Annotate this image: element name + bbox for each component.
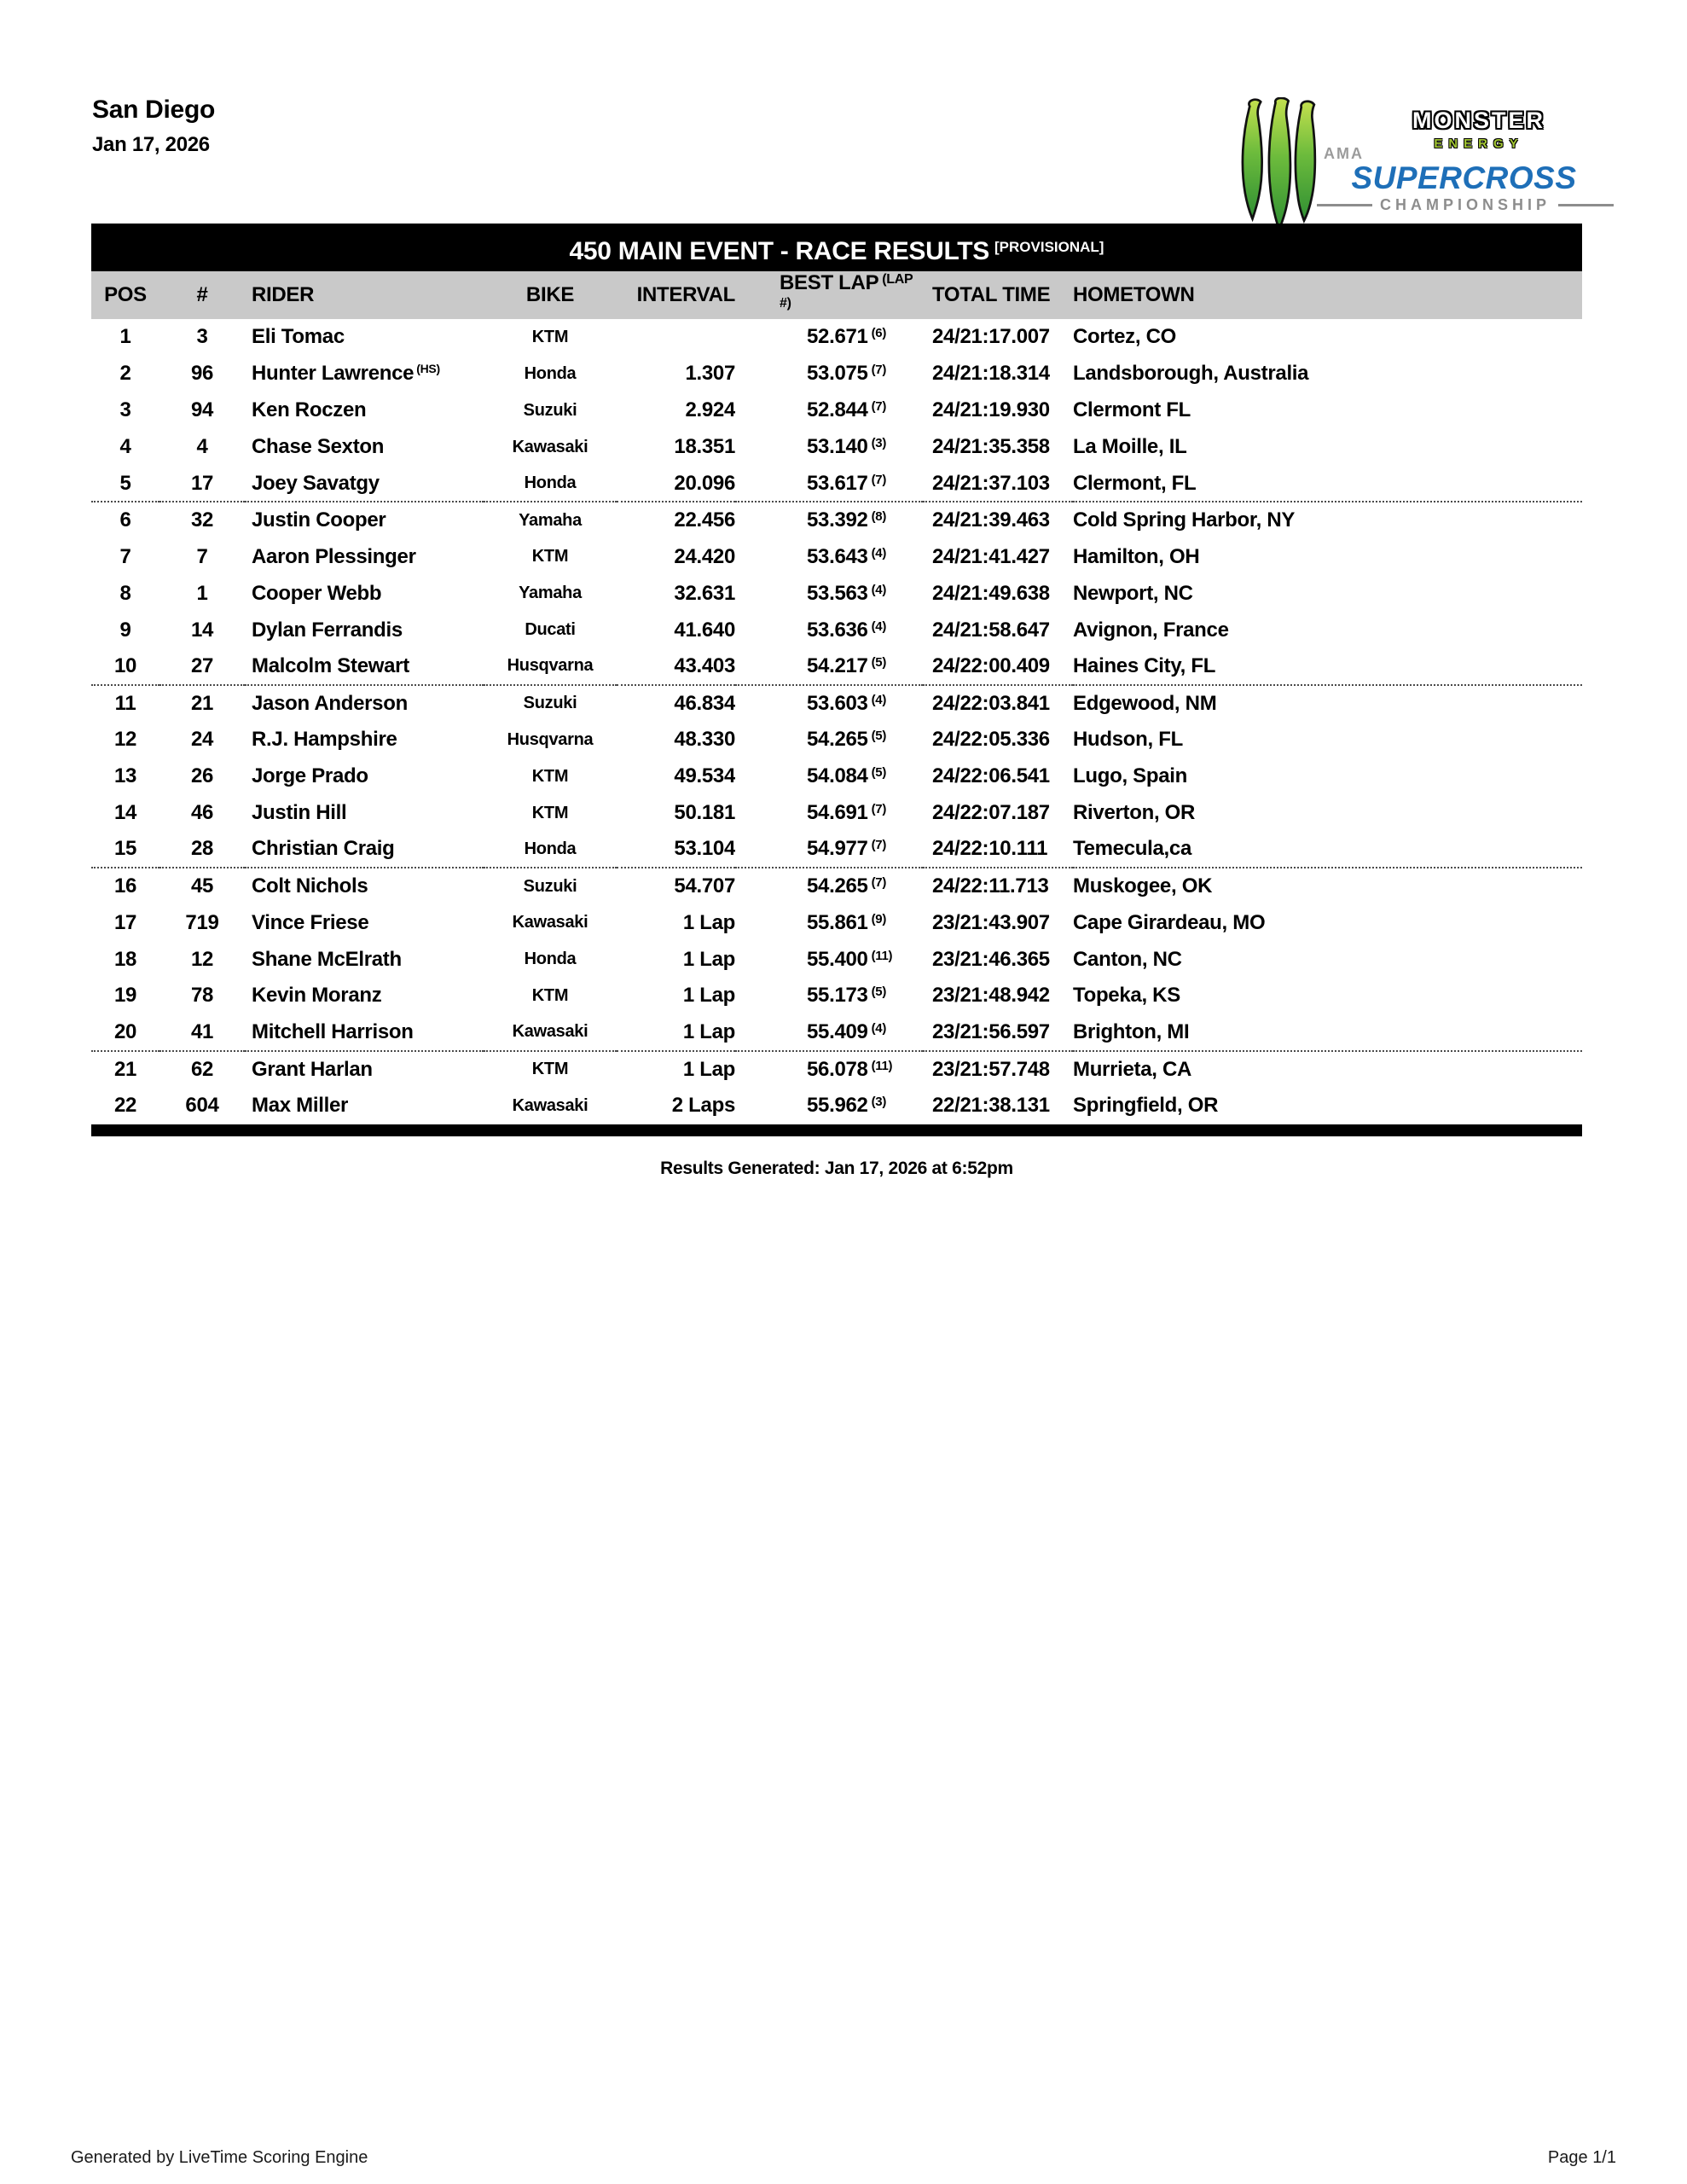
bike-cell: Ducati — [525, 620, 576, 640]
event-header — [92, 96, 215, 157]
best-lap-cell: 53.075 $^{(7)}$ — [807, 362, 887, 386]
rider-number-cell: 96 — [190, 362, 214, 386]
rider-name-cell: Colt Nichols — [252, 874, 368, 898]
best-lap-lap-number: (8) — [871, 509, 887, 525]
header-number: # — [159, 271, 245, 319]
total-time-cell: 24/21:37.103 — [923, 466, 1073, 502]
bike-cell: Kawasaki — [512, 1095, 588, 1115]
results-title-bar — [91, 224, 1582, 271]
best-lap-cell: 54.691 $^{(7)}$ — [807, 801, 887, 825]
event-date: Jan 17, 2026 — [92, 133, 210, 156]
rider-number-cell: 24 — [190, 728, 214, 752]
best-lap-lap-number: (4) — [871, 545, 887, 561]
table-row — [91, 429, 1582, 466]
rider-name-cell: Max Miller — [252, 1094, 349, 1118]
rider-number-cell: 26 — [190, 764, 214, 788]
pos-cell: 1 — [119, 325, 131, 349]
rider-number-cell: 4 — [196, 435, 208, 459]
interval-cell: 2 Laps — [671, 1094, 735, 1118]
table-row — [91, 722, 1582, 758]
best-lap-lap-number: (4) — [871, 1020, 887, 1036]
results-generated-line: Results Generated: Jan 17, 2026 at 6:52pm — [660, 1158, 1013, 1178]
hometown-cell: Edgewood, NM — [1073, 691, 1217, 715]
bike-cell: KTM — [531, 1060, 569, 1079]
interval-cell: 22.456 — [674, 508, 735, 532]
best-lap-cell: 56.078 $^{(11)}$ — [807, 1057, 893, 1081]
total-time-cell: 22/21:38.131 — [932, 1094, 1050, 1118]
championship-rule-right — [1558, 204, 1614, 206]
page-footer — [71, 2148, 1616, 2168]
pos-cell: 4 — [119, 435, 131, 459]
pos-cell: 13 — [113, 764, 137, 788]
table-row — [91, 466, 1582, 502]
rider-number-cell: 21 — [190, 691, 214, 715]
rider-name-cell: Jason Anderson — [252, 691, 408, 715]
pos-cell: 3 — [119, 398, 131, 422]
best-lap-lap-number: (5) — [871, 654, 887, 670]
table-row — [91, 538, 1582, 575]
table-row — [91, 904, 1582, 941]
rider-name-cell: Dylan Ferrandis — [252, 618, 403, 642]
rider-name-cell: Aaron Plessinger — [252, 544, 416, 568]
table-row — [91, 758, 1582, 795]
table-bottom-bar — [91, 1124, 1582, 1136]
hometown-cell: Lugo, Spain — [1073, 764, 1188, 788]
table-row — [91, 319, 1582, 356]
rider-number-cell: 17 — [159, 466, 245, 502]
total-time-cell: 24/22:05.336 — [932, 728, 1050, 752]
hometown-cell: Cold Spring Harbor, NY — [1073, 508, 1296, 532]
rider-name-cell: Eli Tomac — [252, 325, 345, 349]
best-lap-lap-number: (11) — [871, 1058, 893, 1073]
table-row — [91, 941, 1582, 978]
header-hometown: HOMETOWN — [1073, 271, 1582, 319]
header-best-lap: BEST LAP $^{(LAP \#)}$ — [735, 271, 923, 319]
total-time-cell: 24/22:07.187 — [932, 801, 1050, 825]
hometown-cell: Temecula,ca — [1073, 831, 1582, 868]
best-lap-cell: 53.392 $^{(8)}$ — [807, 508, 887, 532]
rider-number-cell: 1 — [196, 581, 208, 605]
best-lap-lap-number: (5) — [871, 765, 887, 781]
hometown-cell: Riverton, OR — [1073, 801, 1196, 825]
bike-cell: Kawasaki — [512, 913, 588, 932]
best-lap-lap-number: (3) — [871, 1095, 887, 1110]
rider-number-cell: 62 — [190, 1057, 214, 1081]
rider-number-cell: 604 — [185, 1094, 219, 1118]
best-lap-lap-number: (4) — [871, 692, 887, 707]
championship-row — [1317, 196, 1614, 214]
interval-cell: 24.420 — [674, 544, 735, 568]
energy-wordmark: ENERGY — [1434, 136, 1524, 151]
rider-name-cell: Justin Hill — [252, 801, 347, 825]
interval-cell: 48.330 — [674, 728, 735, 752]
best-lap-cell: 53.617 $^{(7)}$ — [735, 466, 923, 502]
best-lap-lap-number: (7) — [871, 875, 887, 891]
best-lap-cell: 53.603 $^{(4)}$ — [807, 691, 887, 715]
results-table-header — [91, 271, 1582, 319]
championship-label: CHAMPIONSHIP — [1380, 196, 1551, 213]
rider-name-cell: R.J. Hampshire — [252, 728, 397, 752]
total-time-cell: 24/22:11.713 — [932, 874, 1049, 898]
pos-cell: 19 — [113, 984, 137, 1008]
rider-name-cell: Jorge Prado — [252, 764, 368, 788]
rider-name-cell: Cooper Webb — [252, 581, 382, 605]
interval-cell: 49.534 — [674, 764, 735, 788]
rider-name-cell: Christian Craig — [245, 831, 484, 868]
rider-number-cell: 94 — [190, 398, 214, 422]
best-lap-cell: 52.671 $^{(6)}$ — [807, 325, 887, 349]
interval-cell: 50.181 — [674, 801, 735, 825]
interval-cell: 2.924 — [685, 398, 735, 422]
bike-cell: Suzuki — [523, 694, 577, 713]
hometown-cell: Springfield, OR — [1073, 1094, 1219, 1118]
pos-cell: 6 — [119, 508, 131, 532]
total-time-cell: 24/22:03.841 — [932, 691, 1050, 715]
table-row — [91, 1014, 1582, 1051]
table-row — [91, 502, 1582, 538]
pos-cell: 22 — [113, 1094, 137, 1118]
monster-wordmark: MONSTER — [1412, 107, 1545, 133]
results-body — [91, 319, 1582, 1124]
interval-cell: 1 Lap — [682, 910, 735, 934]
total-time-cell: 23/21:46.365 — [932, 947, 1050, 971]
rider-number-cell: 3 — [196, 325, 208, 349]
best-lap-cell: 53.563 $^{(4)}$ — [807, 581, 887, 605]
bike-cell: KTM — [531, 766, 569, 786]
provisional-tag: [PROVISIONAL] — [994, 239, 1104, 255]
rider-name-cell: Kevin Moranz — [252, 984, 382, 1008]
best-lap-lap-number: (3) — [871, 436, 887, 451]
rider-name-cell: Mitchell Harrison — [245, 1014, 484, 1051]
best-lap-cell: 54.084 $^{(5)}$ — [807, 764, 887, 788]
best-lap-cell: 53.140 $^{(3)}$ — [807, 435, 887, 459]
interval-cell: 1 Lap — [617, 1014, 735, 1051]
bike-cell: Yamaha — [519, 510, 582, 530]
total-time-cell: 24/21:19.930 — [932, 398, 1050, 422]
hometown-cell: Landsborough, Australia — [1073, 362, 1309, 386]
interval-cell: 53.104 — [617, 831, 735, 868]
best-lap-lap-number: (4) — [871, 582, 887, 597]
rider-number-cell: 32 — [190, 508, 214, 532]
rider-number-cell: 7 — [196, 544, 208, 568]
pos-cell: 14 — [113, 801, 137, 825]
total-time-cell: 24/21:41.427 — [932, 544, 1050, 568]
rider-number-cell: 41 — [159, 1014, 245, 1051]
event-city: San Diego — [92, 96, 215, 124]
interval-cell: 20.096 — [617, 466, 735, 502]
rider-number-cell: 27 — [159, 648, 245, 685]
hometown-cell: Canton, NC — [1073, 947, 1182, 971]
total-time-cell: 24/22:10.111 — [923, 831, 1073, 868]
interval-cell: 32.631 — [674, 581, 735, 605]
table-row — [91, 648, 1582, 685]
rider-number-cell: 46 — [190, 801, 214, 825]
table-row — [91, 795, 1582, 832]
best-lap-cell: 54.265 $^{(7)}$ — [807, 874, 887, 898]
results-table — [91, 271, 1582, 1124]
best-lap-lap-number: (7) — [871, 472, 887, 487]
hometown-cell: Murrieta, CA — [1073, 1057, 1192, 1081]
best-lap-cell: 53.643 $^{(4)}$ — [807, 544, 887, 568]
header-lap-number: (LAP #) — [780, 272, 913, 311]
bike-cell: Honda — [484, 831, 617, 868]
hometown-cell: La Moille, IL — [1073, 435, 1187, 459]
best-lap-lap-number: (7) — [871, 802, 887, 817]
hometown-cell: Topeka, KS — [1073, 984, 1180, 1008]
pos-cell: 17 — [113, 910, 137, 934]
header-interval: INTERVAL — [617, 271, 735, 319]
rider-name-cell: Joey Savatgy — [245, 466, 484, 502]
bike-cell: Suzuki — [523, 400, 577, 420]
rider-name-cell: Hunter Lawrence $^{(HS)}$ — [252, 362, 440, 386]
footer-generator: Generated by LiveTime Scoring Engine — [71, 2148, 368, 2167]
hometown-cell: Cape Girardeau, MO — [1073, 910, 1266, 934]
best-lap-cell: 55.400 $^{(11)}$ — [807, 947, 893, 971]
interval-cell: 1 Lap — [682, 984, 735, 1008]
best-lap-cell: 54.977 $^{(7)}$ — [735, 831, 923, 868]
table-row — [91, 1051, 1582, 1088]
interval-cell: 1 Lap — [682, 1057, 735, 1081]
rider-name-cell: Justin Cooper — [252, 508, 386, 532]
supercross-logo — [1228, 92, 1625, 227]
hometown-cell: Clermont FL — [1073, 398, 1191, 422]
bike-cell: Suzuki — [523, 876, 577, 896]
interval-cell: 18.351 — [674, 435, 735, 459]
table-row — [91, 612, 1582, 648]
rider-name-cell: Ken Roczen — [252, 398, 367, 422]
pos-cell: 5 — [91, 466, 159, 502]
best-lap-lap-number: (7) — [871, 363, 887, 378]
best-lap-lap-number: (11) — [871, 948, 893, 963]
pos-cell: 11 — [114, 691, 136, 715]
table-row — [91, 978, 1582, 1014]
best-lap-lap-number: (5) — [871, 729, 887, 744]
bike-cell: Kawasaki — [512, 437, 588, 456]
rider-name-cell: Chase Sexton — [252, 435, 385, 459]
hometown-cell: Hudson, FL — [1073, 728, 1183, 752]
rider-number-cell: 28 — [159, 831, 245, 868]
rider-name-cell: Shane McElrath — [252, 947, 402, 971]
total-time-cell: 23/21:57.748 — [932, 1057, 1050, 1081]
interval-cell: 41.640 — [674, 618, 735, 642]
interval-cell: 1 Lap — [682, 947, 735, 971]
best-lap-cell: 54.265 $^{(5)}$ — [807, 728, 887, 752]
rider-number-cell: 78 — [190, 984, 214, 1008]
best-lap-lap-number: (6) — [871, 326, 887, 341]
pos-cell: 9 — [119, 618, 131, 642]
best-lap-cell: 52.844 $^{(7)}$ — [807, 398, 887, 422]
table-row — [91, 831, 1582, 868]
bike-cell: Husqvarna — [507, 729, 594, 749]
best-lap-lap-number: (4) — [871, 619, 887, 634]
hometown-cell: Hamilton, OH — [1073, 544, 1200, 568]
best-lap-lap-number: (9) — [871, 911, 887, 926]
bike-cell: Honda — [524, 363, 577, 383]
pos-cell: 20 — [91, 1014, 159, 1051]
rider-name-cell: Grant Harlan — [252, 1057, 373, 1081]
header-pos: POS — [91, 271, 159, 319]
bike-cell: Honda — [524, 950, 577, 969]
hometown-cell: Clermont, FL — [1073, 466, 1582, 502]
rider-number-cell: 719 — [185, 910, 219, 934]
bike-cell: Husqvarna — [484, 648, 617, 685]
rider-number-cell: 12 — [190, 947, 214, 971]
results-table-section — [91, 224, 1582, 1179]
rider-class-tag: (HS) — [416, 362, 440, 376]
table-row — [91, 575, 1582, 612]
hometown-cell: Haines City, FL — [1073, 648, 1582, 685]
best-lap-cell: 55.962 $^{(3)}$ — [807, 1094, 887, 1118]
pos-cell: 18 — [113, 947, 137, 971]
total-time-cell: 24/21:17.007 — [932, 325, 1050, 349]
rider-number-cell: 14 — [190, 618, 214, 642]
pos-cell: 16 — [113, 874, 137, 898]
pos-cell: 15 — [91, 831, 159, 868]
bike-cell: KTM — [531, 985, 569, 1005]
total-time-cell: 24/21:58.647 — [932, 618, 1050, 642]
total-time-cell: 23/21:48.942 — [932, 984, 1050, 1008]
header-rider: RIDER — [245, 271, 484, 319]
table-row — [91, 356, 1582, 392]
hometown-cell: Cortez, CO — [1073, 325, 1177, 349]
interval-cell: 54.707 — [674, 874, 735, 898]
hometown-cell: Muskogee, OK — [1073, 874, 1213, 898]
table-row — [91, 392, 1582, 429]
rider-name-cell: Malcolm Stewart — [245, 648, 484, 685]
table-row — [91, 868, 1582, 904]
bike-cell: Yamaha — [519, 584, 582, 603]
pos-cell: 10 — [91, 648, 159, 685]
bike-cell: KTM — [531, 547, 569, 566]
interval-cell: 43.403 — [617, 648, 735, 685]
pos-cell: 12 — [113, 728, 137, 752]
rider-name-cell: Vince Friese — [252, 910, 369, 934]
table-row — [91, 1088, 1582, 1124]
best-lap-lap-number: (7) — [871, 399, 887, 415]
interval-cell: 1.307 — [685, 362, 735, 386]
total-time-cell: 24/22:00.409 — [923, 648, 1073, 685]
header-total-time: TOTAL TIME — [923, 271, 1073, 319]
best-lap-cell: 55.173 $^{(5)}$ — [807, 984, 887, 1008]
footer-page-number: Page 1/1 — [1547, 2148, 1616, 2167]
total-time-cell: 24/21:18.314 — [932, 362, 1050, 386]
monster-claw-icon — [1235, 97, 1327, 225]
bike-cell: Kawasaki — [484, 1014, 617, 1051]
hometown-cell: Brighton, MI — [1073, 1014, 1582, 1051]
total-time-cell: 24/21:49.638 — [932, 581, 1050, 605]
best-lap-cell: 55.409 $^{(4)}$ — [735, 1014, 923, 1051]
pos-cell: 7 — [119, 544, 131, 568]
total-time-cell: 23/21:43.907 — [932, 910, 1050, 934]
best-lap-lap-number: (7) — [871, 838, 887, 853]
bike-cell: KTM — [531, 327, 569, 346]
total-time-cell: 24/21:39.463 — [932, 508, 1050, 532]
table-row — [91, 685, 1582, 722]
header-bike: BIKE — [484, 271, 617, 319]
total-time-cell: 24/21:35.358 — [932, 435, 1050, 459]
supercross-wordmark: SUPERCROSS — [1351, 160, 1577, 195]
results-title: 450 MAIN EVENT - RACE RESULTS — [569, 237, 990, 265]
interval-cell: 46.834 — [674, 691, 735, 715]
championship-rule-left — [1317, 204, 1372, 206]
best-lap-lap-number: (5) — [871, 985, 887, 1000]
rider-number-cell: 45 — [190, 874, 214, 898]
pos-cell: 2 — [119, 362, 131, 386]
pos-cell: 8 — [119, 581, 131, 605]
interval-cell — [617, 319, 735, 356]
best-lap-cell: 54.217 $^{(5)}$ — [735, 648, 923, 685]
total-time-cell: 23/21:56.597 — [923, 1014, 1073, 1051]
best-lap-cell: 55.861 $^{(9)}$ — [807, 910, 887, 934]
bike-cell: KTM — [531, 803, 569, 822]
best-lap-cell: 53.636 $^{(4)}$ — [807, 618, 887, 642]
hometown-cell: Avignon, France — [1073, 618, 1229, 642]
bike-cell: Honda — [484, 466, 617, 502]
pos-cell: 21 — [113, 1057, 137, 1081]
hometown-cell: Newport, NC — [1073, 581, 1193, 605]
total-time-cell: 24/22:06.541 — [932, 764, 1050, 788]
ama-label: AMA — [1324, 145, 1364, 162]
